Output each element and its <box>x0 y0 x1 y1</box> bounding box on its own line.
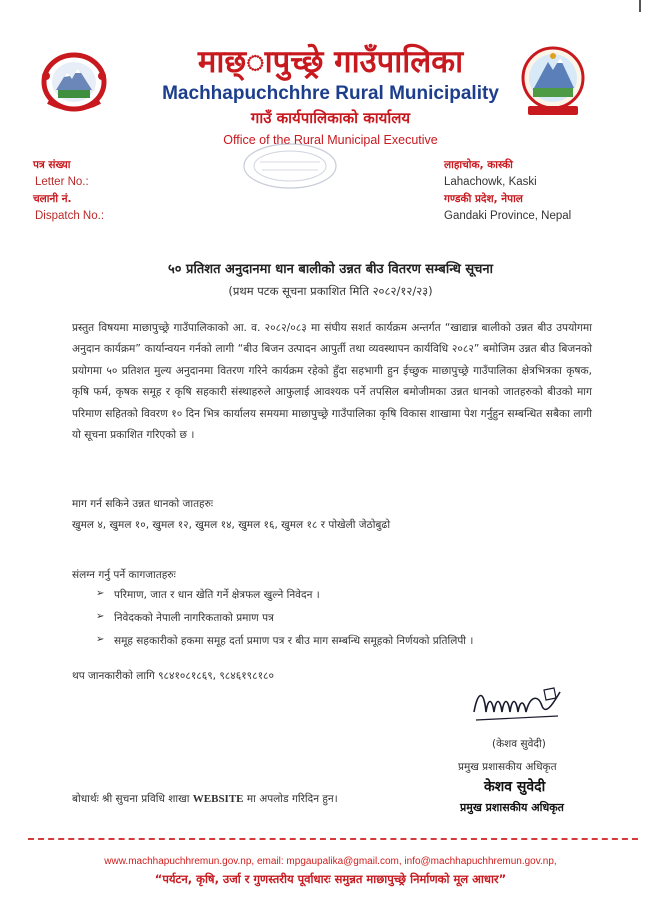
notice-body: प्रस्तुत विषयमा माछापुच्छ्रे गाउँपालिकाको आ. व. २०८२/०८३ मा संघीय सशर्त कार्यक्रम अन्तर्गत “खाद्यान्न बालीको उन्नत बीउ उपयोगमा अनुदान कार्यक्रम” कार्यान्वयन गर्नको लागी “बीउ बिजन उत्पादन आपुर्ती तथा व्यवस्थापन कार्यविधि २०८२” बमोजिम उन्नत बीउ बिजनको प्रयोगमा ५० प्रतिशत मुल्य अनुदानमा वितरण गरिने कार्यक्रम रहेको हुँदा सहभागी हुन ईच्छुक माछापुच्छ्रे गाउँपालिका क्षेत्रभित्रका कृषक, कृषि फर्म, कृषक समूह र कृषि सहकारी संस्थाहरुले आफुलाई आवश्यक पर्ने तपसिल बमोजीमका उन्नत धानको जातहरुको बीउको माग परिमाण सहितको विवरण १० दिन भित्र कार्यालय समयमा माछापुच्छ्रे गाउँपालिका कृषि विकास शाखामा पेश गर्नुहुन सम्बन्धित सबैका लागी यो सूचना प्रकाशित गरिएको छ । <box>72 322 592 442</box>
signatory-name: (केशव सुवेदी) <box>492 738 546 750</box>
municipality-name-nepali: माछ्ापुच्छ्रे गाउँपालिका <box>197 44 464 80</box>
cc-suffix: मा अपलोड गरिदिन हुन। <box>246 793 338 805</box>
document-item-text: परिमाण, जात र धान खेति गर्ने क्षेत्रफल खुल्ने निवेदन । <box>114 589 320 601</box>
dispatch-no-label-en: Dispatch No.: <box>35 210 105 222</box>
list-item <box>96 611 473 634</box>
received-stamp-icon <box>240 140 340 192</box>
province-np: गण्डकी प्रदेश, नेपाल <box>444 193 523 205</box>
address-block <box>444 157 571 225</box>
list-item <box>96 588 473 611</box>
documents-label: संलग्न गर्नु पर्ने कागजातहरुः <box>72 569 176 581</box>
arrow-bullet-icon: ➢ <box>96 634 105 645</box>
letter-no-label-en: Letter No.: <box>35 176 89 188</box>
office-name-english: Office of the Rural Municipal Executive <box>223 133 438 147</box>
contact-numbers: थप जानकारीको लागि ९८४१०८१८६९, ९८४६१९८१८० <box>72 670 274 682</box>
signature-stamp-name: केशव सुवेदी <box>484 779 546 795</box>
footer-divider <box>28 838 638 840</box>
document-item-text: निवेदकको नेपाली नागरिकताको प्रमाण पत्र <box>114 612 274 624</box>
signatory-post: प्रमुख प्रशासकीय अधिकृत <box>458 761 557 773</box>
cc-website: WEBSITE <box>192 793 244 805</box>
letter-no-label-np: पत्र संख्या <box>33 159 71 171</box>
documents-list <box>96 588 473 657</box>
signature-stamp-post: प्रमुख प्रशासकीय अधिकृत <box>460 801 564 814</box>
dispatch-no-label-np: चलानी नं. <box>33 193 72 205</box>
arrow-bullet-icon: ➢ <box>96 588 105 599</box>
notice-title: ५० प्रतिशत अनुदानमा धान बालीको उन्नत बीउ वितरण सम्बन्धि सूचना <box>168 262 493 277</box>
place-en: Lahachowk, Kaski <box>444 176 537 188</box>
place-np: लाहाचोक, कास्की <box>444 159 513 171</box>
cc-prefix: बोधार्थः श्री सुचना प्रविधि शाखा <box>72 793 190 805</box>
letter-reference-block <box>33 157 104 225</box>
arrow-bullet-icon: ➢ <box>96 611 105 622</box>
document-item-text: समूह सहकारीको हकमा समूह दर्ता प्रमाण पत्र र बीउ माग सम्बन्धि समूहको निर्णयको प्रतिलिपी । <box>114 635 474 647</box>
office-name-nepali: गाउँ कार्यपालिकाको कार्यालय <box>250 109 411 127</box>
corner-mark <box>639 0 641 12</box>
signature-icon <box>468 682 568 726</box>
list-item <box>96 634 473 657</box>
province-en: Gandaki Province, Nepal <box>444 210 572 222</box>
varieties-list: खुमल ४, खुमल १०, खुमल १२, खुमल १४, खुमल १६, खुमल १८ र पोखेली जेठोबुढो <box>72 519 391 531</box>
cc-line <box>72 792 338 806</box>
varieties-label: माग गर्न सकिने उन्नत धानको जातहरुः <box>72 498 214 510</box>
footer-motto: “पर्यटन, कृषि, उर्जा र गुणस्तरीय पूर्वाधारः समुन्नत माछापुच्छ्रे निर्माणको मूल आधार” <box>154 872 507 886</box>
municipality-name-english: Machhapuchchhre Rural Municipality <box>162 83 499 104</box>
footer-contact: www.machhapuchhremun.gov.np, email: mpgaupalika@gmail.com, info@machhapuchhremun.gov.np, <box>104 856 557 867</box>
municipality-logo-icon <box>520 44 586 118</box>
notice-subtitle: (प्रथम पटक सूचना प्रकाशित मिति २०८२/१२/२३) <box>228 284 433 298</box>
